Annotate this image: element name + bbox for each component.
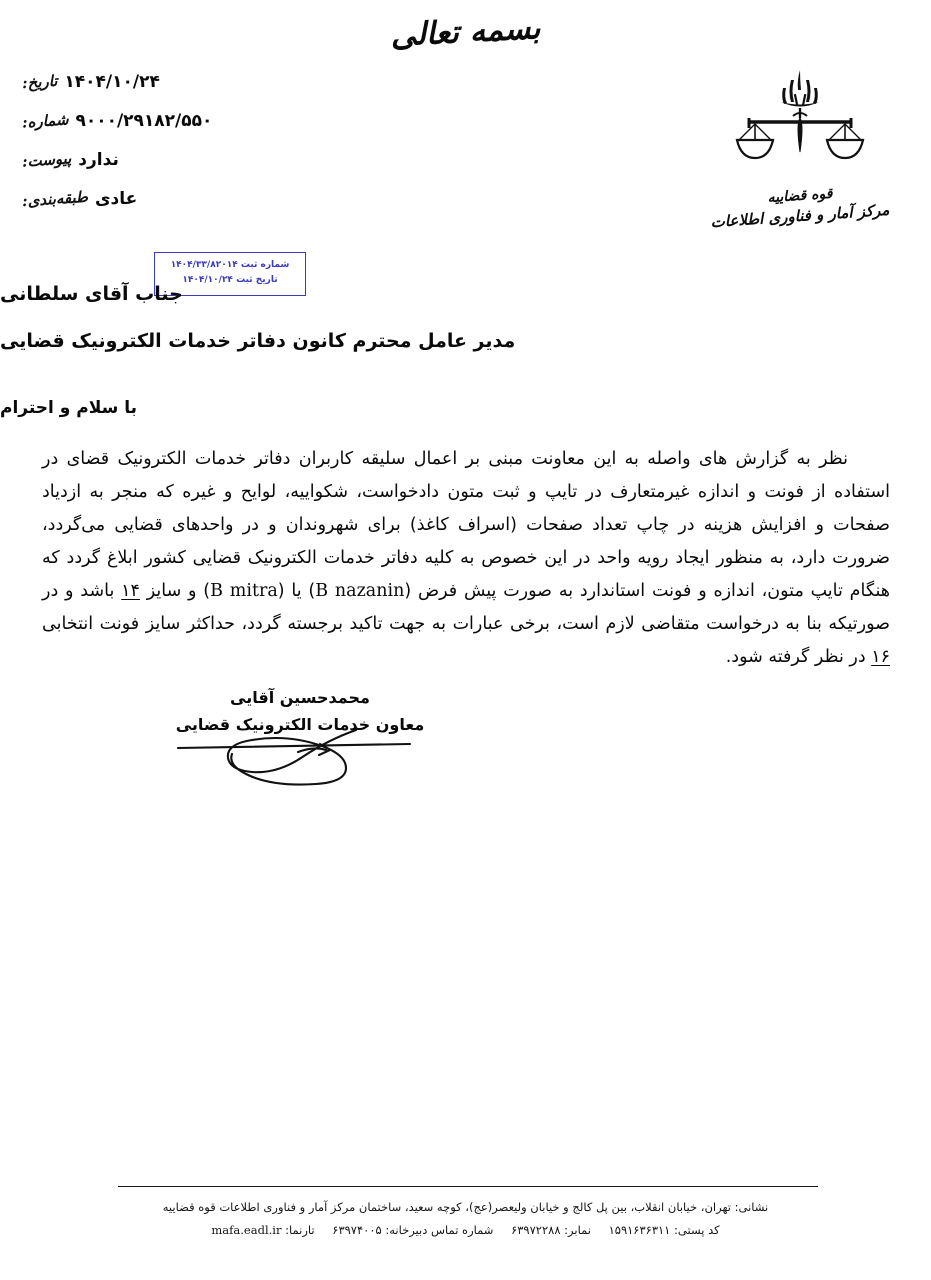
date-value: ۱۴۰۴/۱۰/۲۴ — [64, 72, 160, 92]
footer-phone-group — [332, 1223, 493, 1237]
signature-block — [150, 688, 450, 734]
judiciary-emblem-block — [700, 68, 900, 236]
registration-number: شماره ثبت ۱۴۰۴/۳۳/۸۲۰۱۴ — [170, 260, 290, 270]
footer-phone-value: ۶۳۹۷۴۰۰۵ — [332, 1223, 382, 1237]
date-label: تاریخ: — [21, 71, 58, 93]
signatory-name: محمدحسین آقایی — [230, 688, 370, 707]
font-size-16: ۱۶ — [871, 647, 890, 667]
header-meta-block — [22, 72, 322, 228]
font-name-nazanin: B nazanin — [315, 581, 405, 601]
registration-date: تاریخ ثبت ۱۴۰۴/۱۰/۲۴ — [182, 275, 278, 285]
footer-postal-group — [609, 1223, 720, 1237]
footer-contacts — [0, 1219, 931, 1242]
footer-fax-value: ۶۳۹۷۲۲۸۸ — [511, 1223, 561, 1237]
footer-website-group — [211, 1223, 314, 1237]
greeting-line: با سلام و احترام — [0, 398, 138, 418]
emblem-caption-center: مرکز آمار و فناوری اطلاعات — [710, 200, 890, 232]
meta-row-classification — [22, 189, 322, 209]
footer-phone-label: شماره تماس دبیرخانه: — [385, 1223, 494, 1237]
body-part-5: در نظر گرفته شود. — [725, 647, 872, 667]
recipient-title: مدیر عامل محترم کانون دفاتر خدمات الکترونیک قضایی — [0, 330, 516, 352]
footer-address: نشانی: تهران، خیابان انقلاب، بین پل کالج و خیابان ولیعصر(عج)، کوچه سعید، ساختمان مرکز آمار و فناوری اطلاعات قوه قضاییه — [162, 1200, 769, 1214]
body-part-3: ) و سایز — [139, 581, 211, 601]
font-name-mitra: B mitra — [210, 581, 278, 601]
body-part-4: باشد و در صورتیکه بنا به درخواست متقاضی لازم است، برخی عبارات به جهت تاکید برجسته گردد، حداکثر سایز فونت انتخابی — [42, 581, 890, 634]
footer-postal-label: کد پستی: — [674, 1223, 720, 1237]
emblem-caption-judiciary: قوه قضاییه — [767, 185, 833, 207]
footer-postal-value: ۱۵۹۱۶۳۶۳۱۱ — [608, 1223, 671, 1237]
number-label: شماره: — [21, 110, 70, 132]
letter-body — [42, 443, 890, 674]
body-part-2: ) یا ( — [277, 581, 316, 601]
recipient-block — [0, 283, 885, 352]
classification-value: عادی — [94, 189, 138, 209]
footer-fax-group — [511, 1223, 591, 1237]
footer-divider — [118, 1186, 818, 1187]
attachment-label: پیوست: — [21, 149, 72, 171]
footer-website-value[interactable]: mafa.eadl.ir — [211, 1223, 282, 1237]
footer-block — [0, 1196, 931, 1242]
attachment-value: ندارد — [78, 150, 119, 170]
meta-row-date — [22, 72, 322, 92]
footer-website-label: تارنما: — [285, 1223, 315, 1237]
meta-row-number — [22, 111, 322, 131]
meta-row-attachment — [22, 150, 322, 170]
font-size-14: ۱۴ — [121, 581, 140, 601]
signatory-role: معاون خدمات الکترونیک قضایی — [175, 715, 425, 734]
judiciary-scales-emblem-icon — [700, 68, 900, 186]
recipient-name: جناب آقای سلطانی — [0, 283, 183, 305]
classification-label: طبقه‌بندی: — [21, 187, 89, 211]
bismillah-calligraphy: بسمه تعالی — [389, 10, 542, 54]
number-value: ۹۰۰۰/۲۹۱۸۲/۵۵۰ — [75, 111, 213, 131]
footer-fax-label: نمابر: — [564, 1223, 591, 1237]
body-part-1: نظر به گزارش های واصله به این معاونت مبنی بر اعمال سلیقه کاربران دفاتر خدمات الکترونیک قضای در استفاده از فونت و اندازه غیرمتعارف در تایپ و ثبت متون دادخواست، شکواییه، لوایح و غیره که منجر به ازدیاد صفحات و افزایش هزینه در چاپ تعداد صفحات (اسراف کاغذ) برای شهروندان و در واحدهای قضایی می‌گردد، ضرورت دارد، به منظور ایجاد رویه واحد در این خصوص به کلیه دفاتر خدمات الکترونیک قضایی کشور ابلاغ گردد که هنگام تایپ متون، اندازه و فونت استاندارد به صورت پیش فرض ( — [42, 449, 890, 601]
